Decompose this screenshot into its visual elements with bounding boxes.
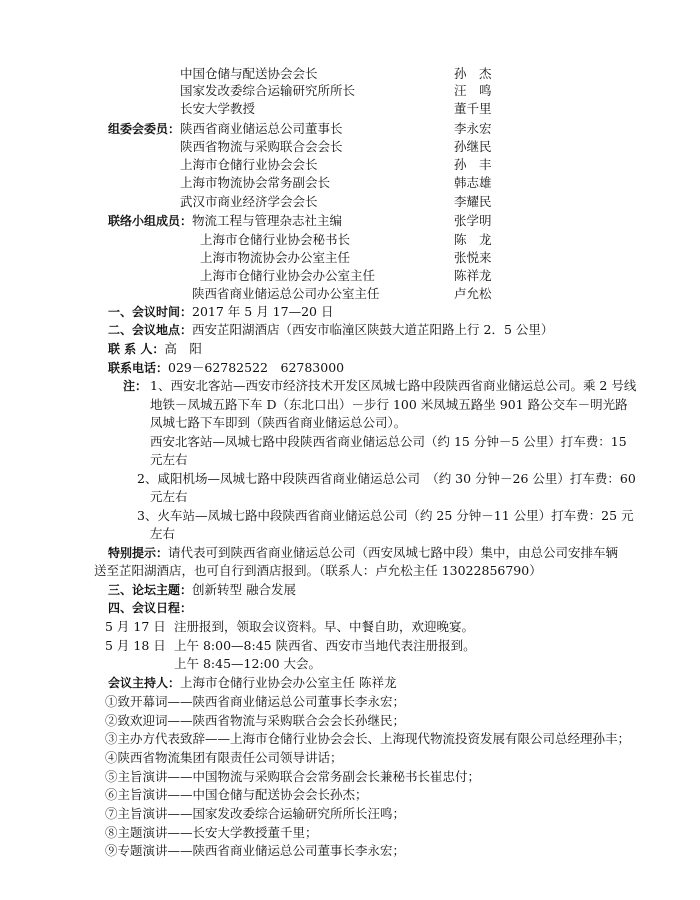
committee-name: 董千里: [454, 101, 492, 116]
program-item: ②致欢迎词——陕西省物流与采购联合会会长孙继民；: [105, 713, 406, 728]
special-reminder-row: [108, 544, 618, 562]
agenda-date: 5 月 18 日: [105, 638, 166, 653]
meeting-place-value: 西安芷阳湖酒店（西安市临潼区陕鼓大道芷阳路上行 2．5 公里）: [192, 322, 554, 337]
liaison-name: 张学明: [454, 213, 492, 228]
notes-label: 注：: [123, 379, 148, 393]
program-item: ④陕西省物流集团有限责任公司领导讲话；: [105, 750, 343, 765]
meeting-time-value: 2017 年 5 月 17—20 日: [192, 304, 334, 319]
program-item: ⑤主旨演讲——中国物流与采购联合会常务副会长兼秘书长崔忠付；: [105, 769, 481, 784]
meeting-time-row: [108, 303, 333, 321]
phone-row: [108, 359, 344, 377]
organizing-committee-label: 组委会委员：: [108, 122, 181, 136]
note-line: 元左右: [150, 489, 188, 504]
committee-name: 韩志雄: [454, 175, 492, 190]
liaison-group-label: 联络小组成员：: [108, 214, 193, 228]
meeting-place-row: [108, 321, 553, 339]
agenda-item: 上午 8:00—8:45 陕西省、西安市当地代表注册报到。: [174, 638, 476, 653]
committee-name: 李耀民: [454, 194, 492, 209]
contact-value: 高 阳: [164, 341, 202, 356]
host-value: 上海市仓储行业协会办公室主任 陈祥龙: [180, 675, 397, 690]
note-line: 左右: [150, 526, 176, 541]
program-item: ⑦主旨演讲——国家发改委综合运输研究所所长汪鸣；: [105, 806, 406, 821]
liaison-name: 陈祥龙: [454, 268, 492, 283]
phone-label: 联系电话：: [108, 361, 169, 375]
program-item: ⑧主题演讲——长安大学教授董千里；: [105, 825, 318, 840]
special-reminder-line2: 送至芷阳湖酒店，也可自行到酒店报到。（联系人：卢允松主任 13022856790）: [94, 563, 542, 578]
committee-title: 陕西省物流与采购联合会会长: [180, 139, 343, 154]
forum-theme-value: 创新转型 融合发展: [192, 582, 296, 597]
committee-title: 中国仓储与配送协会会长: [180, 66, 318, 81]
liaison-title: 陕西省商业储运总公司办公室主任: [192, 286, 380, 301]
contact-row: [108, 340, 202, 358]
committee-name: 孙继民: [454, 139, 492, 154]
host-label: 会议主持人：: [108, 676, 181, 690]
agenda-item: 上午 8:45—12:00 大会。: [174, 656, 322, 671]
liaison-title: 上海市仓储行业协会秘书长: [200, 232, 351, 247]
liaison-title: 上海市物流协会办公室主任: [200, 250, 351, 265]
note-line: 3、火车站—凤城七路中段陕西省商业储运总公司（约 25 分钟－11 公里）打车费：25 元: [137, 508, 634, 523]
committee-title: 上海市物流协会常务副会长: [180, 175, 331, 190]
liaison-title: 物流工程与管理杂志社主编: [192, 213, 343, 228]
agenda-date: 5 月 17 日: [105, 619, 166, 634]
agenda-label: 四、会议日程：: [108, 601, 193, 615]
meeting-place-label: 二、会议地点：: [108, 323, 193, 337]
contact-label: 联 系 人：: [108, 342, 165, 356]
note-line: 2、咸阳机场—凤城七路中段陕西省商业储运总公司 （约 30 分钟－26 公里）打车费：60: [137, 471, 636, 486]
liaison-name: 陈 龙: [454, 232, 492, 247]
committee-name: 李永宏: [454, 121, 492, 136]
note-line: 地铁－凤城五路下车 D（东北口出）－步行 100 米凤城五路坐 901 路公交车－明光路: [150, 397, 628, 412]
committee-title: 陕西省商业储运总公司董事长: [180, 121, 343, 136]
committee-title: 国家发改委综合运输研究所所长: [180, 83, 356, 98]
phone-value: 029－62782522 62783000: [168, 360, 345, 375]
special-reminder-label: 特别提示：: [108, 546, 169, 560]
meeting-time-label: 一、会议时间：: [108, 305, 193, 319]
liaison-title: 上海市仓储行业协会办公室主任: [200, 268, 376, 283]
forum-theme-row: [108, 581, 296, 599]
program-item: ①致开幕词——陕西省商业储运总公司董事长李永宏；: [105, 694, 406, 709]
liaison-name: 张悦来: [454, 250, 492, 265]
liaison-name: 卢允松: [454, 286, 492, 301]
note-line: 1、西安北客站—西安市经济技术开发区凤城七路中段陕西省商业储运总公司。乘 2 号线: [150, 378, 637, 393]
program-item: ③主办方代表致辞——上海市仓储行业协会会长、上海现代物流投资发展有限公司总经理孙丰；: [105, 731, 631, 746]
program-item: ⑨专题演讲——陕西省商业储运总公司董事长李永宏；: [105, 843, 406, 858]
committee-title: 上海市仓储行业协会会长: [180, 157, 318, 172]
program-item: ⑥主旨演讲——中国仓储与配送协会会长孙杰；: [105, 787, 368, 802]
committee-name: 汪 鸣: [454, 83, 492, 98]
note-line: 元左右: [150, 452, 188, 467]
committee-title: 长安大学教授: [180, 101, 256, 116]
agenda-item: 注册报到，领取会议资料。早、中餐自助，欢迎晚宴。: [174, 619, 475, 634]
note-line: 西安北客站—凤城七路中段陕西省商业储运总公司（约 15 分钟－5 公里）打车费：15: [150, 434, 627, 449]
special-reminder-line1: 请代表可到陕西省商业储运总公司（西安凤城七路中段）集中，由总公司安排车辆: [168, 545, 619, 560]
note-line: 凤城七路下车即到（陕西省商业储运总公司）。: [150, 415, 407, 430]
forum-theme-label: 三、论坛主题：: [108, 583, 193, 597]
committee-name: 孙 丰: [454, 157, 492, 172]
committee-title: 武汉市商业经济学会会长: [180, 194, 318, 209]
committee-name: 孙 杰: [454, 66, 492, 81]
host-row: [108, 674, 397, 692]
